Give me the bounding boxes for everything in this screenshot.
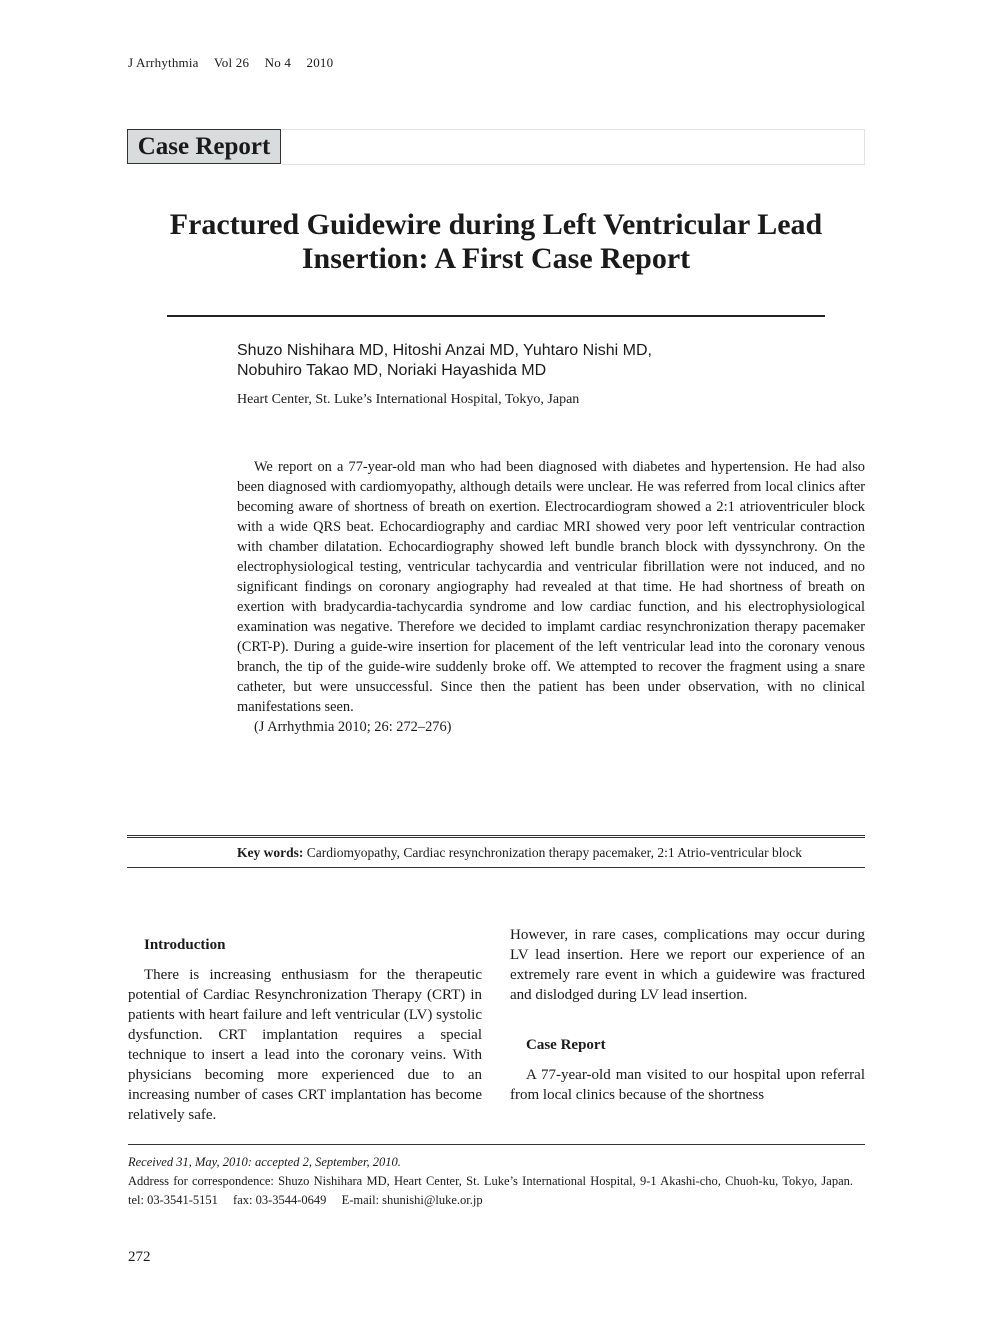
abstract-text: We report on a 77-year-old man who had been diagnosed with diabetes and hypertension. He had also been diagnosed with cardiomyopathy, although details were unclear. He was referred from local clinics after becoming aware of shortness of breath on exertion. Electrocardiogram showed a 2:1 atrioventriculer block with a wide QRS beat. Echocardiography and cardiac MRI showed very poor left ventricular contraction with chamber dilatation. Echocardiography showed left bundle branch block with dyssynchrony. On the electrophysiological testing, ventricular tachycardia and ventricular fibrillation were not induced, and no significant findings on coronary angiography had revealed at that time. He had shortness of breath on exertion with bradycardia-tachycardia syndrome and low cardiac function, and his electrophysiological examination was negative. Therefore we decided to implamt cardiac resynchronization therapy pacemaker (CRT-P). During a guide-wire insertion for placement of the left ventricular lead into the coronary venous branch, the tip of the guide-wire suddenly broke off. We attempted to recover the fragment using a snare catheter, but were unsuccessful. Since then the patient has been under observation, with no clinical manifestations seen. [237,459,865,715]
page-number: 272 [128,1249,151,1265]
correspondence-fax: fax: 03-3544-0649 [233,1193,327,1207]
keywords-top-rule [127,835,865,838]
intro-paragraph-continued: However, in rare cases, complications may occur during LV lead insertion. Here we report our experience of an extremely rare event in which a guidewire was fractured and dislodged during LV lead insertion. [510,927,865,1003]
authors-line-1: Shuzo Nishihara MD, Hitoshi Anzai MD, Yuhtaro Nishi MD, [237,342,652,359]
correspondence-email: E-mail: shunishi@luke.or.jp [341,1193,483,1207]
abstract [237,457,865,737]
author-list [237,341,837,381]
body-column-right [510,925,865,1105]
correspondence-address: Address for correspondence: Shuzo Nishihara MD, Heart Center, St. Luke’s International Hospital, 9-1 Akashi-cho, Chuoh-ku, Tokyo, Japan. [128,1174,853,1188]
keywords [237,845,865,861]
correspondence-tel: tel: 03-3541-5151 [128,1193,218,1207]
intro-heading: Introduction [144,937,226,953]
journal-volume: Vol 26 [213,55,250,70]
case-report-heading: Case Report [526,1037,606,1053]
journal-name: J Arrhythmia [128,55,199,70]
keywords-bottom-rule [127,867,865,868]
affiliation: Heart Center, St. Luke’s International Hospital, Tokyo, Japan [237,392,580,407]
footnote-divider [128,1144,865,1145]
article-title: Fractured Guidewire during Left Ventricular Lead Insertion: A First Case Report [169,208,823,275]
journal-year: 2010 [306,55,334,70]
keywords-label: Key words: [237,845,304,860]
correspondence [128,1172,865,1210]
authors-line-2: Nobuhiro Takao MD, Noriaki Hayashida MD [237,362,547,379]
section-tag: Case Report [127,129,281,164]
body-column-left [128,935,482,1125]
intro-paragraph: There is increasing enthusiasm for the therapeutic potential of Cardiac Resynchronization Therapy (CRT) in patients with heart failure and left ventricular (LV) systolic dysfunction. CRT implantation requires a special technique to insert a lead into the coronary veins. With physicians becoming more experienced due to an increasing number of cases CRT implantation has become relatively safe. [128,967,482,1123]
journal-number: No 4 [264,55,292,70]
section-tag-frame [282,129,865,165]
received-dates: Received 31, May, 2010: accepted 2, September, 2010. [128,1155,401,1169]
keywords-text: Cardiomyopathy, Cardiac resynchronization therapy pacemaker, 2:1 Atrio-ventricular block [306,845,803,860]
case-report-paragraph: A 77-year-old man visited to our hospital upon referral from local clinics because of the shortness [510,1067,865,1103]
abstract-citation: (J Arrhythmia 2010; 26: 272–276) [254,719,452,735]
title-divider [167,315,825,317]
journal-header [128,55,345,71]
footnote [128,1153,865,1210]
